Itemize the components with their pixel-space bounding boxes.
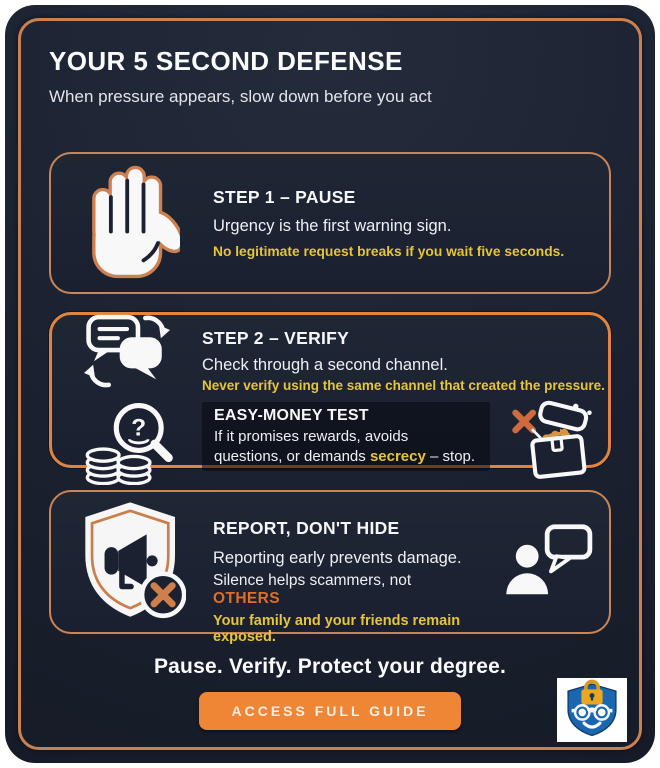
access-full-guide-button[interactable]: ACCESS FULL GUIDE [199,692,461,730]
step1-note: No legitimate request breaks if you wait five seconds. [213,244,565,259]
step1-card [49,152,611,294]
shield-megaphone-icon [78,497,186,628]
poster-tagline: Pause. Verify. Protect your degree. [153,655,507,678]
report-body: Reporting early prevents damage. [213,549,462,567]
poster-content [5,5,655,763]
secrecy-highlight: secrecy [369,448,426,465]
money-magnifier-icon [80,399,175,490]
brand-logo [557,678,627,742]
step1-body: Urgency is the first warning sign. [213,217,452,235]
step1-icon-wrap [51,154,213,292]
report-note: Your family and your friends remain exposed. [213,613,461,645]
svg-text:?: ? [130,414,146,442]
report-icon-wrap [51,492,213,632]
report-line2: Silence helps scammers, not OTHERS [213,572,412,607]
step2-text [202,315,608,399]
money-test-heading: EASY-MONEY TEST [214,407,369,424]
money-test-line2: questions, or demands secrecy – stop. [214,448,476,465]
step1-heading: STEP 1 – PAUSE [213,187,356,207]
poster-card [5,5,655,763]
money-test-panel-wrap [202,399,496,490]
report-heading: REPORT, DON'T HIDE [213,518,400,538]
money-test-panel [202,401,490,471]
step2-note: Never verify using the same channel that created the pressure. [202,378,605,393]
treasure-chest-icon [505,400,599,489]
person-chat-wrap [491,492,609,632]
money-icon-wrap [52,399,202,490]
others-highlight: OTHERS [213,590,280,607]
report-card [49,490,611,645]
poster-title: YOUR 5 SECOND DEFENSE [49,46,403,76]
step2-heading: STEP 2 – VERIFY [202,328,350,348]
step2-icon-wrap [52,315,202,399]
poster-subtitle: When pressure appears, slow down before you act [49,87,432,106]
chat-sync-icon [81,308,173,399]
step2-card [49,312,611,468]
security-nerd-shield-logo-icon [561,678,623,743]
step2-body: Check through a second channel. [202,356,448,374]
money-test-line1: If it promises rewards, avoids [214,428,409,445]
chest-icon-wrap [496,399,608,490]
stop-hand-icon [84,162,180,285]
person-chat-icon [502,522,598,603]
report-text [213,492,491,645]
step1-text [213,154,609,292]
